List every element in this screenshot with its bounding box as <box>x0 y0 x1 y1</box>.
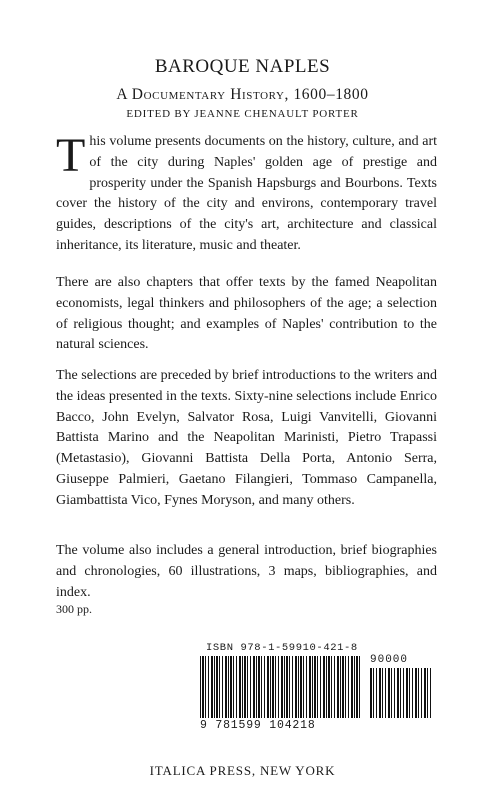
book-subtitle: A Documentary History, 1600–1800 <box>116 86 369 103</box>
description-paragraph-4: The volume also includes a general introduction, brief biographies and chronologies, 60 illustrations, 3 maps, bibliographies, and index. <box>56 543 437 600</box>
book-editor: EDITED BY JEANNE CHENAULT PORTER <box>126 108 359 120</box>
isbn-number: ISBN 978-1-59910-421-8 <box>206 642 358 654</box>
page-count: 300 pp. <box>56 602 92 616</box>
description-paragraph-3: The selections are preceded by brief introductions to the writers and the ideas presented in the texts. Sixty-nine selections include Enrico Bacco, John Evelyn, Salvator Rosa, Luigi Vanvitelli, Giovanni Battista Marino and the Neapolitan Marinisti, Pietro Trapassi (Metastasio), Giovanni Battista Della Porta, Antonio Serra, Giuseppe Palmieri, Gaetano Filangieri, Tommaso Campanella, Giambattista Vico, Fynes Moryson, and many others. <box>56 368 438 508</box>
paragraph-1-text: his volume presents documents on the history, culture, and art of the city during Naples' golden age of prestige and prosperity under the Spanish Hapsburgs and Bourbons. Texts cover the history of the city and environs, contemporary travel guides, descriptions of the city's art, architecture and classical inheritance, its literature, music and theater. <box>56 134 437 253</box>
description-paragraph-2: There are also chapters that offer texts by the famed Neapolitan economists, legal thinkers and philosophers of the age; a selection of religious thought; and examples of Naples' contribution to the natural sciences. <box>56 275 437 353</box>
publisher-imprint: ITALICA PRESS, NEW YORK <box>149 763 336 778</box>
drop-cap: T <box>56 129 86 182</box>
description-paragraph-1 <box>56 129 437 257</box>
addon-barcode-bars <box>370 668 432 718</box>
isbn-barcode <box>200 640 436 736</box>
ean-digits: 9 781599 104218 <box>200 719 316 732</box>
book-title: BAROQUE NAPLES <box>154 56 331 77</box>
price-code: 90000 <box>370 654 409 666</box>
ean-barcode-bars <box>200 656 360 718</box>
